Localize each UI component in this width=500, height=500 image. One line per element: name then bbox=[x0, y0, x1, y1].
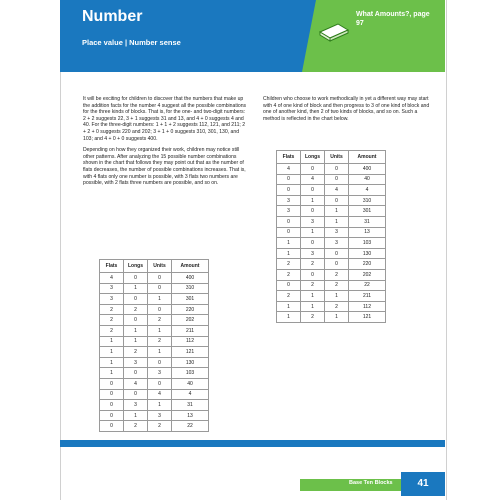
table-cell: 0 bbox=[124, 294, 148, 305]
table-cell: 1 bbox=[301, 195, 325, 206]
column-header: Longs bbox=[301, 151, 325, 164]
table-cell: 0 bbox=[301, 185, 325, 196]
table-cell: 0 bbox=[301, 269, 325, 280]
right-paragraph-1: Children who choose to work methodically in yet a different way may start with 4 of one kind of block and then progress to 3 of one kind of block and one of another kind, then 2 of two kinds of blocks, and so on. Such a method is reflected in the chart below. bbox=[263, 96, 430, 122]
table-cell: 0 bbox=[325, 248, 349, 259]
table-cell: 0 bbox=[148, 357, 172, 368]
table-row bbox=[277, 291, 386, 302]
table-cell: 2 bbox=[148, 421, 172, 432]
table-cell: 202 bbox=[172, 315, 209, 326]
table-row bbox=[277, 195, 386, 206]
table-cell: 2 bbox=[124, 421, 148, 432]
table-cell: 3 bbox=[301, 248, 325, 259]
left-paragraph-1: It will be exciting for children to discover that the numbers that make up the addition facts for the number 4 suggest all the possible combinations for the three kinds of blocks. That is, for the one- and two-digit numbers: 2 + 2 suggests 22, 3 + 1 suggests 31 and 13, and 4 + 0 suggests 4 and 40. For the three-digit numbers: 1 + 1 + 2 suggests 112, 121, and 211; 2 + 2 + 0 suggests 220 and 202; 3 + 1 + 0 suggests 310, 301, 130, and 103; and 4 + 0 + 0 suggests 400. bbox=[83, 96, 247, 142]
table-cell: 40 bbox=[172, 378, 209, 389]
footer-label: Base Ten Blocks bbox=[349, 480, 393, 486]
table-cell: 4 bbox=[148, 389, 172, 400]
table-row bbox=[277, 185, 386, 196]
table-cell: 0 bbox=[277, 216, 301, 227]
table-cell: 211 bbox=[172, 325, 209, 336]
table-cell: 0 bbox=[148, 283, 172, 294]
table-cell: 103 bbox=[349, 238, 386, 249]
tab-edge bbox=[302, 0, 316, 72]
left-column bbox=[83, 96, 248, 192]
table-cell: 0 bbox=[148, 378, 172, 389]
table-cell: 3 bbox=[100, 283, 124, 294]
table-cell: 0 bbox=[124, 368, 148, 379]
table-cell: 22 bbox=[172, 421, 209, 432]
table-cell: 1 bbox=[301, 291, 325, 302]
table-cell: 211 bbox=[349, 291, 386, 302]
column-header: Amount bbox=[349, 151, 386, 164]
table-cell: 0 bbox=[277, 280, 301, 291]
table-cell: 0 bbox=[100, 389, 124, 400]
table-cell: 4 bbox=[172, 389, 209, 400]
table-cell: 130 bbox=[349, 248, 386, 259]
table-cell: 301 bbox=[349, 206, 386, 217]
table-cell: 0 bbox=[100, 400, 124, 411]
table-cell: 1 bbox=[301, 301, 325, 312]
table-cell: 0 bbox=[277, 227, 301, 238]
table-cell: 0 bbox=[277, 185, 301, 196]
table-cell: 112 bbox=[172, 336, 209, 347]
table-cell: 1 bbox=[277, 238, 301, 249]
table-cell: 22 bbox=[349, 280, 386, 291]
table-cell: 1 bbox=[325, 216, 349, 227]
table-row bbox=[100, 410, 209, 421]
table-cell: 0 bbox=[100, 378, 124, 389]
table-cell: 31 bbox=[349, 216, 386, 227]
table-row bbox=[277, 174, 386, 185]
table-cell: 4 bbox=[124, 378, 148, 389]
table-row bbox=[277, 259, 386, 270]
table-row bbox=[277, 238, 386, 249]
table-cell: 4 bbox=[325, 185, 349, 196]
table-cell: 3 bbox=[148, 410, 172, 421]
table-cell: 0 bbox=[124, 389, 148, 400]
table-cell: 0 bbox=[301, 164, 325, 175]
column-header: Flats bbox=[100, 260, 124, 273]
table-cell: 3 bbox=[100, 294, 124, 305]
table-cell: 3 bbox=[277, 195, 301, 206]
table-cell: 0 bbox=[325, 174, 349, 185]
table-cell: 4 bbox=[301, 174, 325, 185]
right-column bbox=[263, 96, 435, 127]
table-cell: 2 bbox=[100, 315, 124, 326]
table-cell: 2 bbox=[100, 304, 124, 315]
table-row bbox=[277, 227, 386, 238]
chapter-subtitle: Place value | Number sense bbox=[82, 38, 181, 47]
table-cell: 2 bbox=[277, 291, 301, 302]
table-cell: 0 bbox=[124, 315, 148, 326]
table-cell: 1 bbox=[124, 283, 148, 294]
table-cell: 1 bbox=[277, 301, 301, 312]
table-cell: 2 bbox=[277, 259, 301, 270]
table-cell: 1 bbox=[100, 347, 124, 358]
book-icon bbox=[318, 18, 350, 42]
table-row bbox=[100, 378, 209, 389]
table-cell: 4 bbox=[277, 164, 301, 175]
table-cell: 1 bbox=[148, 347, 172, 358]
table-cell: 1 bbox=[325, 206, 349, 217]
table-row bbox=[277, 216, 386, 227]
table-cell: 31 bbox=[172, 400, 209, 411]
table-row bbox=[100, 357, 209, 368]
table-cell: 0 bbox=[325, 259, 349, 270]
table-cell: 1 bbox=[124, 410, 148, 421]
table-row bbox=[100, 294, 209, 305]
table-cell: 2 bbox=[100, 325, 124, 336]
table-cell: 1 bbox=[277, 248, 301, 259]
chapter-title: Number bbox=[82, 8, 143, 25]
table-row bbox=[277, 269, 386, 280]
table-cell: 3 bbox=[301, 216, 325, 227]
table-cell: 1 bbox=[325, 312, 349, 323]
table-cell: 40 bbox=[349, 174, 386, 185]
table-cell: 2 bbox=[148, 315, 172, 326]
table-cell: 2 bbox=[325, 269, 349, 280]
table-row bbox=[100, 304, 209, 315]
table-cell: 121 bbox=[172, 347, 209, 358]
column-header: Units bbox=[148, 260, 172, 273]
footer-rule bbox=[60, 440, 445, 447]
table-cell: 0 bbox=[100, 410, 124, 421]
table-cell: 0 bbox=[325, 164, 349, 175]
table-cell: 1 bbox=[100, 357, 124, 368]
table-row bbox=[277, 164, 386, 175]
table-cell: 0 bbox=[277, 174, 301, 185]
table-cell: 103 bbox=[172, 368, 209, 379]
table-row bbox=[100, 400, 209, 411]
table-cell: 2 bbox=[148, 336, 172, 347]
table-row bbox=[277, 206, 386, 217]
combinations-table-left bbox=[99, 259, 209, 432]
tab-reference-text: What Amounts?, page 97 bbox=[356, 11, 430, 27]
table-cell: 1 bbox=[301, 227, 325, 238]
table-row bbox=[277, 301, 386, 312]
table-row bbox=[100, 368, 209, 379]
table-row bbox=[277, 280, 386, 291]
table-cell: 2 bbox=[301, 259, 325, 270]
table-cell: 310 bbox=[349, 195, 386, 206]
column-header: Amount bbox=[172, 260, 209, 273]
table-cell: 310 bbox=[172, 283, 209, 294]
table-cell: 1 bbox=[100, 368, 124, 379]
table-row bbox=[100, 347, 209, 358]
table-cell: 1 bbox=[148, 294, 172, 305]
table-cell: 0 bbox=[325, 195, 349, 206]
table-cell: 2 bbox=[325, 280, 349, 291]
table-cell: 1 bbox=[325, 291, 349, 302]
table-cell: 2 bbox=[277, 269, 301, 280]
table-cell: 220 bbox=[172, 304, 209, 315]
table-cell: 2 bbox=[124, 347, 148, 358]
table-cell: 1 bbox=[100, 336, 124, 347]
table-cell: 4 bbox=[349, 185, 386, 196]
table-cell: 0 bbox=[301, 238, 325, 249]
table-cell: 400 bbox=[172, 273, 209, 284]
table-header-row bbox=[100, 260, 209, 273]
table-row bbox=[100, 325, 209, 336]
table-cell: 0 bbox=[301, 206, 325, 217]
table-row bbox=[100, 421, 209, 432]
table-cell: 3 bbox=[325, 238, 349, 249]
table-cell: 3 bbox=[124, 400, 148, 411]
table-row bbox=[100, 283, 209, 294]
table-row bbox=[277, 248, 386, 259]
table-cell: 202 bbox=[349, 269, 386, 280]
table-cell: 4 bbox=[100, 273, 124, 284]
table-cell: 1 bbox=[124, 336, 148, 347]
table-cell: 112 bbox=[349, 301, 386, 312]
column-header: Units bbox=[325, 151, 349, 164]
table-cell: 2 bbox=[301, 312, 325, 323]
table-cell: 0 bbox=[148, 273, 172, 284]
table-cell: 220 bbox=[349, 259, 386, 270]
table-row bbox=[100, 273, 209, 284]
table-row bbox=[100, 315, 209, 326]
page-number: 41 bbox=[401, 472, 445, 496]
table-cell: 1 bbox=[277, 312, 301, 323]
table-cell: 1 bbox=[124, 325, 148, 336]
table-cell: 2 bbox=[124, 304, 148, 315]
table-cell: 130 bbox=[172, 357, 209, 368]
table-cell: 121 bbox=[349, 312, 386, 323]
table-cell: 2 bbox=[301, 280, 325, 291]
table-cell: 3 bbox=[148, 368, 172, 379]
table-cell: 0 bbox=[100, 421, 124, 432]
table-cell: 3 bbox=[277, 206, 301, 217]
combinations-table-right bbox=[276, 150, 386, 323]
column-header: Longs bbox=[124, 260, 148, 273]
table-header-row bbox=[277, 151, 386, 164]
table-cell: 3 bbox=[325, 227, 349, 238]
table-row bbox=[100, 389, 209, 400]
table-cell: 400 bbox=[349, 164, 386, 175]
table-cell: 0 bbox=[148, 304, 172, 315]
left-paragraph-2: Depending on how they organized their work, children may notice still other patterns. After analyzing the 15 possible number combinations shown in the chart that follows they may point out that as the number of flats decreases, the number of possible combinations increases. That is, with 4 flats only one number is possible, with 3 flats two numbers are possible, with 2 flats three numbers are possible, and so on. bbox=[83, 147, 246, 187]
table-cell: 1 bbox=[148, 325, 172, 336]
table-row bbox=[100, 336, 209, 347]
table-cell: 13 bbox=[349, 227, 386, 238]
table-cell: 3 bbox=[124, 357, 148, 368]
table-cell: 13 bbox=[172, 410, 209, 421]
table-cell: 1 bbox=[148, 400, 172, 411]
table-cell: 2 bbox=[325, 301, 349, 312]
table-row bbox=[277, 312, 386, 323]
column-header: Flats bbox=[277, 151, 301, 164]
table-cell: 301 bbox=[172, 294, 209, 305]
table-cell: 0 bbox=[124, 273, 148, 284]
